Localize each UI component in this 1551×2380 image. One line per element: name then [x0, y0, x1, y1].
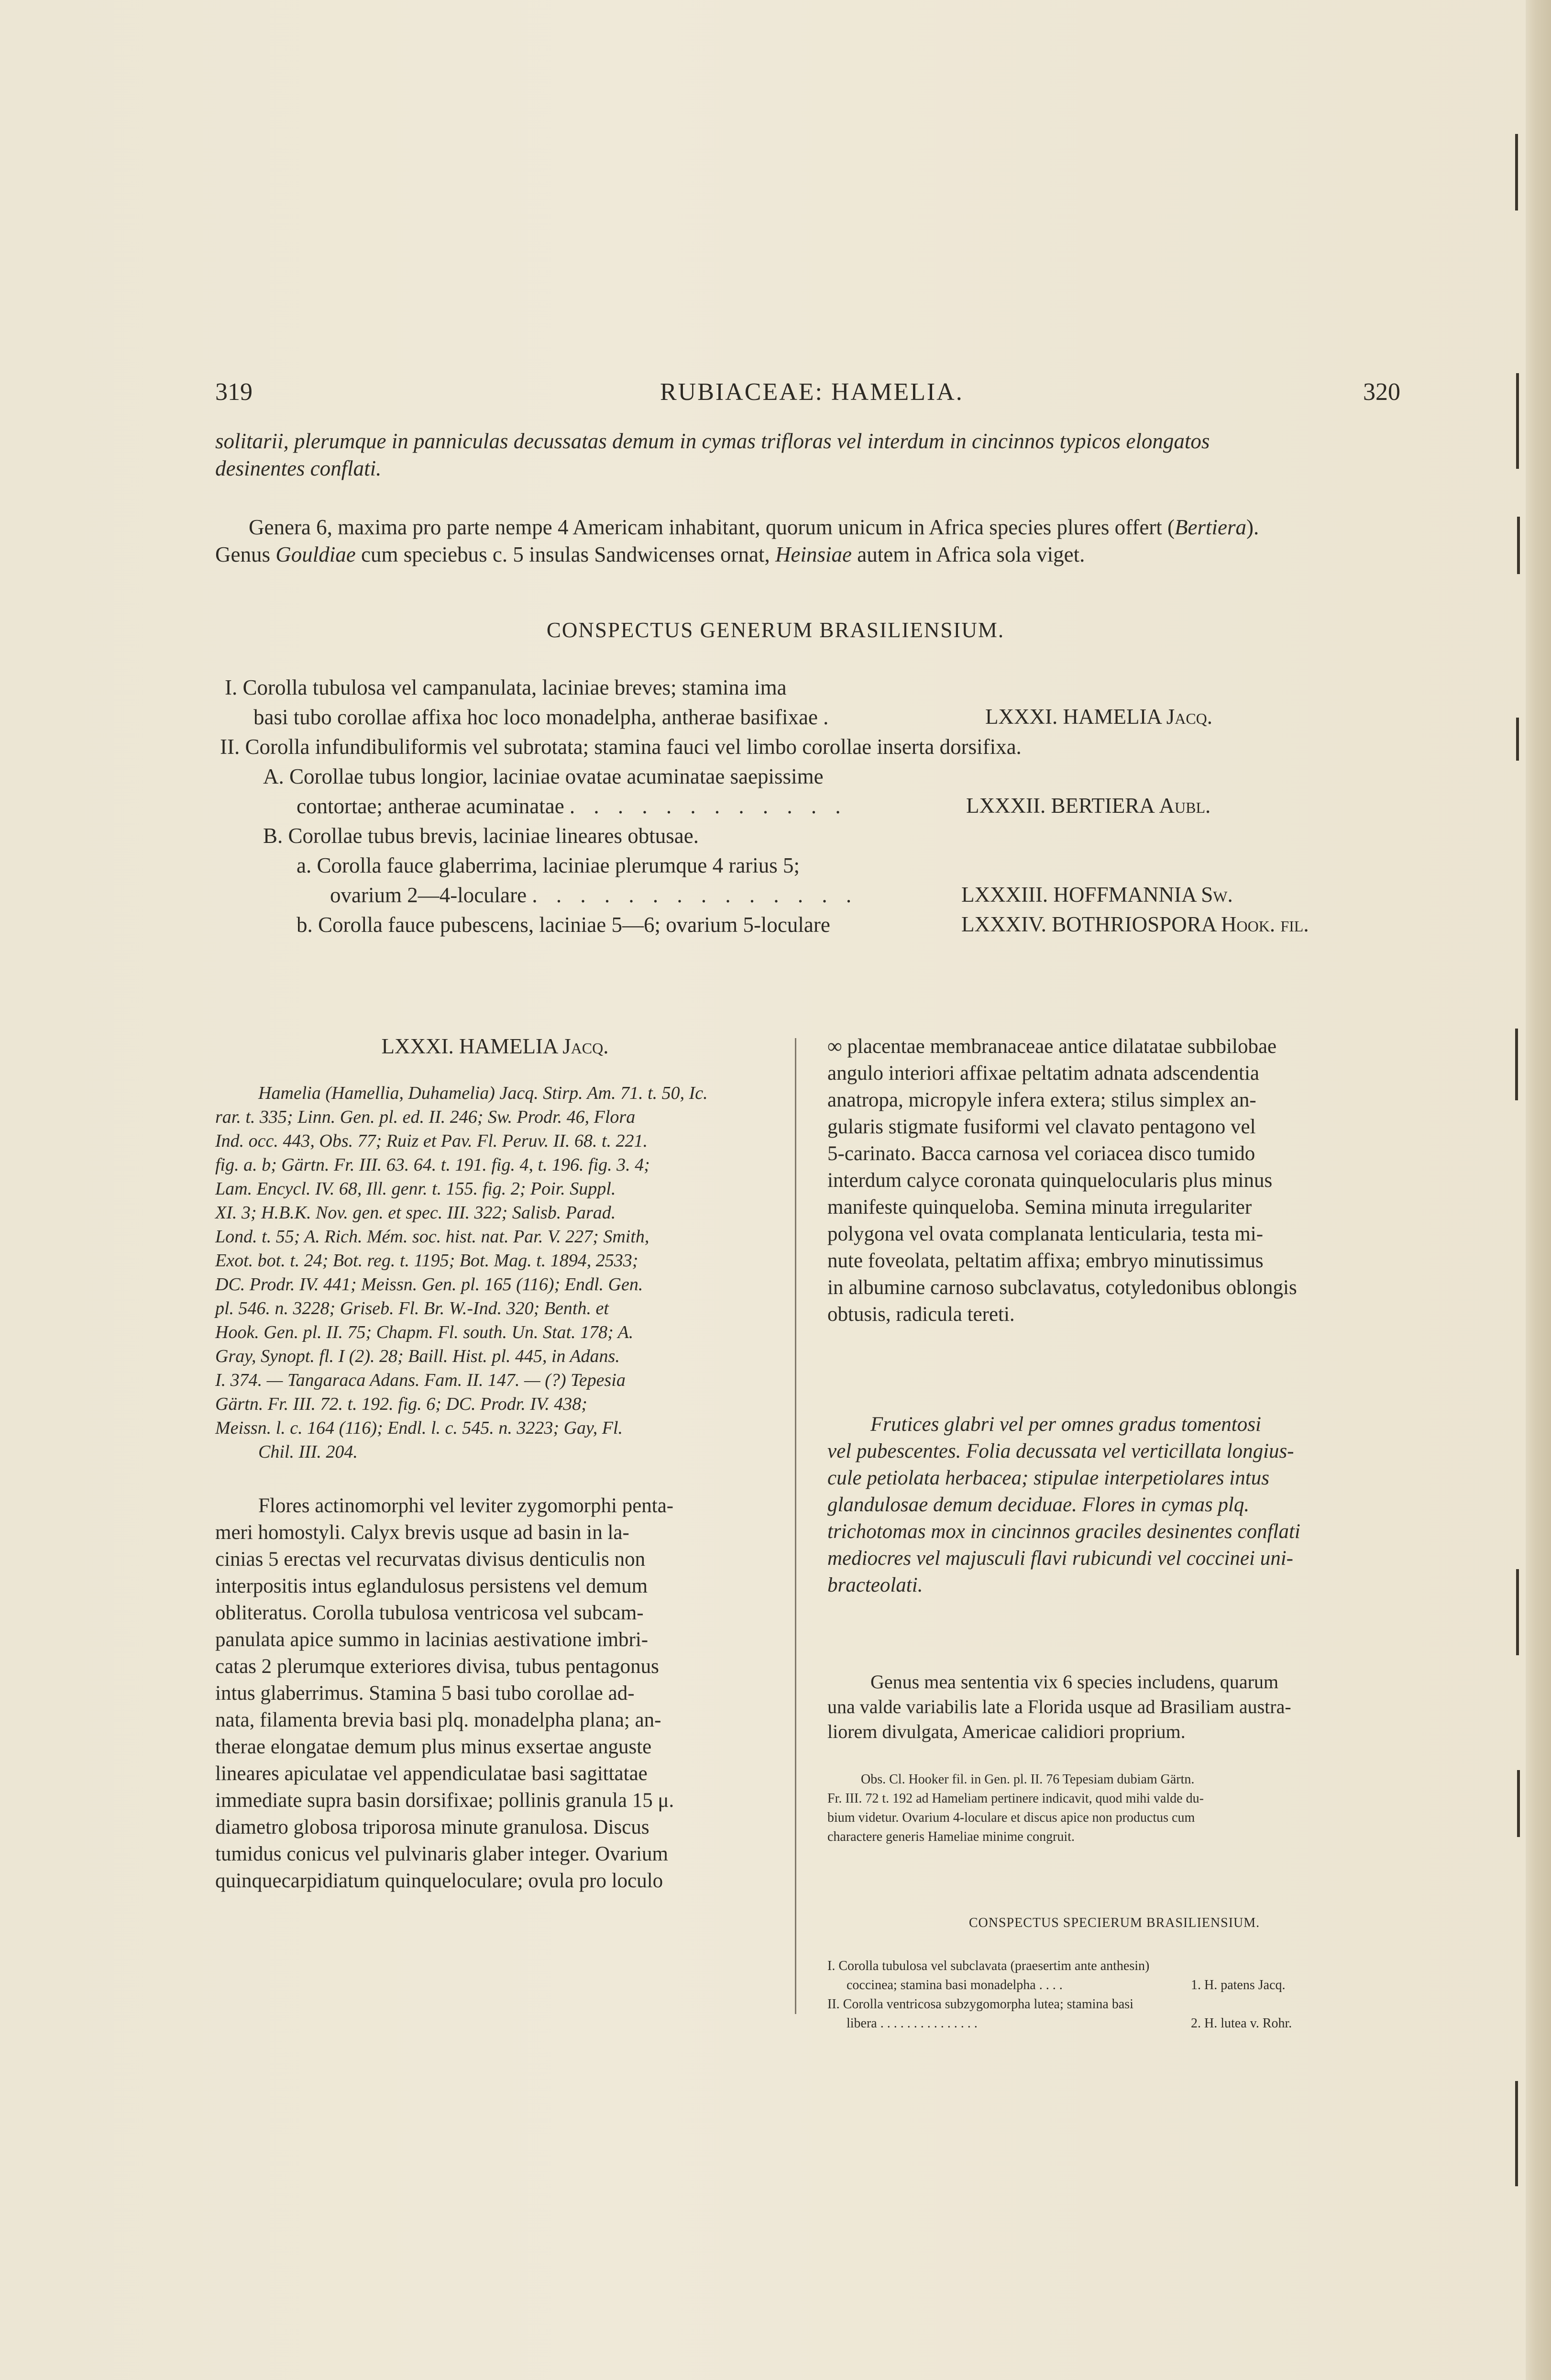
description-line: obtusis, radicula tereti. [827, 1303, 1015, 1326]
genus-paragraph-line: una valde variabilis late a Florida usque ad Brasiliam austra- [827, 1696, 1291, 1717]
habit-line: vel pubescentes. Folia decussata vel verticillata longius- [827, 1440, 1294, 1462]
description-line: meri homostyli. Calyx brevis usque ad basin in la- [215, 1521, 629, 1544]
description-line: cinias 5 erectas vel recurvatas divisus denticulis non [215, 1548, 646, 1571]
intro-italic-line-2: desinentes conflati. [215, 456, 382, 480]
description-line: therae elongatae demum plus minus exsertae anguste [215, 1736, 652, 1758]
key-line-2: basi tubo corollae affixa hoc loco monadelpha, antherae basifixae . [253, 705, 829, 729]
key-line-6: B. Corollae tubus brevis, laciniae lineares obtusae. [263, 824, 699, 848]
description-line: immediate supra basin dorsifixae; pollinis granula 15 μ. [215, 1789, 674, 1812]
description-line: manifeste quinqueloba. Semina minuta irregulariter [827, 1196, 1252, 1218]
conspectus-specierum-title: CONSPECTUS SPECIERUM BRASILIENSIUM. [968, 1915, 1260, 1930]
intro-paragraph-line-1: Genera 6, maxima pro parte nempe 4 Americam inhabitant, quorum unicum in Africa species plures offert (Bertiera). [249, 515, 1259, 539]
edge-mark [1516, 373, 1519, 469]
description-line: panulata apice summo in lacinias aestivatione imbri- [215, 1628, 649, 1651]
species-key [827, 1957, 1401, 2033]
species-key-line: II. Corolla ventricosa subzygomorpha lutea; stamina basi [827, 1997, 1133, 2012]
conspectus-generum-title: CONSPECTUS GENERUM BRASILIENSIUM. [546, 618, 1005, 642]
description-line: Flores actinomorphi vel leviter zygomorphi penta- [258, 1494, 674, 1517]
column-divider [795, 1038, 796, 2014]
habit-paragraph [827, 1411, 1401, 1599]
edge-mark [1515, 134, 1518, 210]
description-line: polygona vel ovata complanata lenticularia, testa mi- [827, 1223, 1264, 1245]
description-line: ∞ placentae membranaceae antice dilatatae subbilobae [827, 1035, 1277, 1058]
edge-mark [1515, 2081, 1518, 2186]
genus-paragraph [827, 1670, 1401, 1744]
edge-mark [1516, 718, 1519, 761]
bibliography-line: Lond. t. 55; A. Rich. Mém. soc. hist. nat. Par. V. 227; Smith, [215, 1227, 649, 1247]
description-line: obliteratus. Corolla tubulosa ventricosa vel subcam- [215, 1602, 644, 1624]
description-line: interpositis intus eglandulosus persistens vel demum [215, 1575, 648, 1597]
bibliography-line: fig. a. b; Gärtn. Fr. III. 63. 64. t. 191. fig. 4, t. 196. fig. 3. 4; [215, 1155, 650, 1175]
observation-note [827, 1770, 1401, 1847]
key-line-7: a. Corolla fauce glaberrima, laciniae plerumque 4 rarius 5; [297, 853, 800, 877]
bibliography-line: rar. t. 335; Linn. Gen. pl. ed. II. 246; Sw. Prodr. 46, Flora [215, 1107, 636, 1127]
description-line: quinquecarpidiatum quinqueloculare; ovula pro loculo [215, 1870, 663, 1892]
bibliography-line: Ind. occ. 443, Obs. 77; Ruiz et Pav. Fl. Peruv. II. 68. t. 221. [215, 1131, 648, 1151]
bibliography-line: Meissn. l. c. 164 (116); Endl. l. c. 545. n. 3223; Gay, Fl. [215, 1418, 623, 1438]
genus-hamelia-entry: LXXXI. HAMELIA Jacq. [985, 705, 1213, 729]
edge-mark [1517, 1770, 1520, 1837]
bibliography-line: pl. 546. n. 3228; Griseb. Fl. Br. W.-Ind. 320; Benth. et [215, 1298, 609, 1318]
genus-paragraph-line: liorem divulgata, Americae calidiori proprium. [827, 1721, 1186, 1742]
bibliography-line: Hamelia (Hamellia, Duhamelia) Jacq. Stirp. Am. 71. t. 50, Ic. [258, 1083, 708, 1103]
description-line: lineares apiculatae vel appendiculatae basi sagittatae [215, 1762, 648, 1785]
page-number-left: 319 [215, 378, 253, 406]
species-patens: 1. H. patens Jacq. [1191, 1978, 1286, 1993]
description-line: tumidus conicus vel pulvinaris glaber integer. Ovarium [215, 1843, 668, 1865]
bibliography-line: Gray, Synopt. fl. I (2). 28; Baill. Hist. pl. 445, in Adans. [215, 1346, 620, 1366]
genus-bertiera-entry: LXXXII. BERTIERA Aubl. [966, 794, 1211, 818]
observation-line: bium videtur. Ovarium 4-loculare et discus apice non productus cum [827, 1810, 1195, 1825]
observation-line: charactere generis Hameliae minime congruit. [827, 1829, 1075, 1844]
key-line-4: A. Corollae tubus longior, laciniae ovatae acuminatae saepissime [263, 764, 824, 788]
description-line: diametro globosa triporosa minute granulosa. Discus [215, 1816, 649, 1838]
genus-bothriospora-entry: LXXXIV. BOTHRIOSPORA Hook. fil. [961, 912, 1309, 936]
bibliography-line: Chil. III. 204. [258, 1442, 358, 1462]
habit-line: mediocres vel majusculi flavi rubicundi vel coccinei uni- [827, 1547, 1293, 1570]
edge-mark [1515, 1029, 1518, 1100]
bibliography [215, 1081, 775, 1464]
description-line: angulo interiori affixae peltatim adnata adscendentia [827, 1062, 1260, 1085]
description-line: intus glaberrimus. Stamina 5 basi tubo corollae ad- [215, 1682, 635, 1705]
description-left [215, 1493, 775, 1894]
observation-line: Fr. III. 72 t. 192 ad Hameliam pertinere indicavit, quod mihi valde du- [827, 1791, 1204, 1806]
species-lutea: 2. H. lutea v. Rohr. [1191, 2016, 1292, 2031]
intro-paragraph-line-2: Genus Gouldiae cum speciebus c. 5 insulas Sandwicenses ornat, Heinsiae autem in Africa sola viget. [215, 542, 1085, 566]
description-line: 5-carinato. Bacca carnosa vel coriacea disco tumido [827, 1142, 1255, 1165]
description-line: in albumine carnoso subclavatus, cotyledonibus oblongis [827, 1276, 1297, 1299]
page-edge [1526, 0, 1551, 2380]
description-line: nute foveolata, peltatim affixa; embryo minutissimus [827, 1250, 1264, 1272]
description-line: gularis stigmate fusiformi vel clavato pentagono vel [827, 1116, 1256, 1138]
intro-italic-line-1: solitarii, plerumque in panniculas decussatas demum in cymas trifloras vel interdum in cincinnos typicos elongatos [215, 429, 1210, 453]
bibliography-line: Hook. Gen. pl. II. 75; Chapm. Fl. south. Un. Stat. 178; A. [215, 1322, 634, 1342]
bibliography-line: DC. Prodr. IV. 441; Meissn. Gen. pl. 165 (116); Endl. Gen. [215, 1274, 643, 1295]
habit-line: glandulosae demum deciduae. Flores in cymas plq. [827, 1494, 1250, 1516]
genus-heading-hamelia: LXXXI. HAMELIA Jacq. [381, 1034, 609, 1058]
habit-line: bracteolati. [827, 1574, 923, 1596]
habit-line: trichotomas mox in cincinnos graciles desinentes conflati [827, 1520, 1300, 1543]
description-line: catas 2 plerumque exteriores divisa, tubus pentagonus [215, 1655, 659, 1678]
description-line: anatropa, micropyle infera extera; stilus simplex an- [827, 1089, 1256, 1111]
genus-paragraph-line: Genus mea sententia vix 6 species includens, quarum [870, 1671, 1279, 1693]
edge-mark [1517, 517, 1520, 574]
observation-line: Obs. Cl. Hooker fil. in Gen. pl. II. 76 Tepesiam dubiam Gärtn. [861, 1772, 1195, 1787]
species-key-line: coccinea; stamina basi monadelpha . . . . [847, 1978, 1063, 1993]
bibliography-line: XI. 3; H.B.K. Nov. gen. et spec. III. 322; Salisb. Parad. [215, 1203, 616, 1223]
habit-line: cule petiolata herbacea; stipulae interpetiolares intus [827, 1467, 1269, 1489]
bibliography-line: I. 374. — Tangaraca Adans. Fam. II. 147. — (?) Tepesia [215, 1370, 626, 1390]
key-line-3: II. Corolla infundibuliformis vel subrotata; stamina fauci vel limbo corollae inserta dorsifixa. [220, 735, 1022, 759]
key-line-8: ovarium 2—4-loculare . . . . . . . . . . . . . . [330, 883, 858, 907]
key-line-5: contortae; antherae acuminatae . . . . . . . . . . . . [297, 794, 847, 818]
bibliography-line: Exot. bot. t. 24; Bot. reg. t. 1195; Bot. Mag. t. 1894, 2533; [215, 1251, 638, 1271]
species-key-line: I. Corolla tubulosa vel subclavata (praesertim ante anthesin) [827, 1959, 1150, 1973]
running-title: RUBIACEAE: HAMELIA. [660, 378, 964, 406]
key-line-9: b. Corolla fauce pubescens, laciniae 5—6; ovarium 5-loculare [297, 913, 830, 937]
page-number-right: 320 [1363, 378, 1400, 406]
species-key-line: libera . . . . . . . . . . . . . . . [847, 2016, 978, 2031]
habit-line: Frutices glabri vel per omnes gradus tomentosi [870, 1413, 1261, 1436]
key-line-1: I. Corolla tubulosa vel campanulata, laciniae breves; stamina ima [225, 675, 787, 699]
description-right [827, 1033, 1401, 1328]
genus-hoffmannia-entry: LXXXIII. HOFFMANNIA Sw. [961, 883, 1233, 907]
description-line: interdum calyce coronata quinquelocularis plus minus [827, 1169, 1273, 1192]
bibliography-line: Lam. Encycl. IV. 68, Ill. genr. t. 155. fig. 2; Poir. Suppl. [215, 1179, 616, 1199]
bibliography-line: Gärtn. Fr. III. 72. t. 192. fig. 6; DC. Prodr. IV. 438; [215, 1394, 587, 1414]
edge-mark [1516, 1569, 1519, 1655]
description-line: nata, filamenta brevia basi plq. monadelpha plana; an- [215, 1709, 661, 1731]
